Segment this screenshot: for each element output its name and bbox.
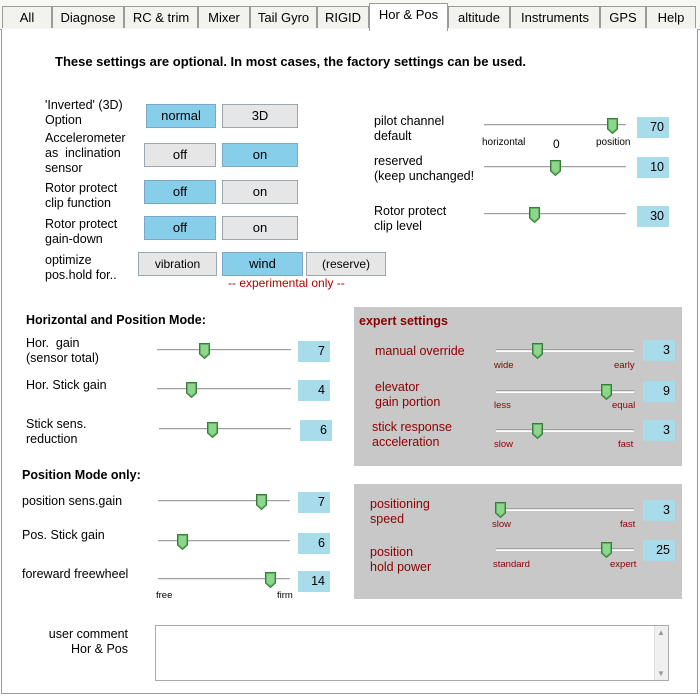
tab-rc-trim[interactable]: RC & trim xyxy=(124,6,198,28)
elevator-label: elevator gain portion xyxy=(375,380,441,409)
positioning-speed-value[interactable]: 3 xyxy=(643,500,675,521)
manual-override-label: manual override xyxy=(375,344,465,358)
stick-response-left-label: slow xyxy=(494,439,514,450)
stick-response-right-label: fast xyxy=(618,439,634,450)
clip-level-label: Rotor protect clip level xyxy=(374,204,447,233)
tab-rigid[interactable]: RIGID xyxy=(317,6,369,28)
elevator-left-label: less xyxy=(494,400,511,411)
reserved-value[interactable]: 10 xyxy=(637,157,669,178)
manual-left-label: wide xyxy=(494,360,514,371)
hor-stick-label: Hor. Stick gain xyxy=(26,378,107,392)
pilot-right-label: position xyxy=(596,137,631,148)
tab-bar xyxy=(0,0,700,30)
stick-sens-label: Stick sens. reduction xyxy=(26,417,87,446)
scroll-up-icon[interactable]: ▲ xyxy=(657,628,665,637)
clip-off-button[interactable]: off xyxy=(144,180,216,204)
intro-text: These settings are optional. In most cases, the factory settings can be used. xyxy=(55,54,527,69)
freewheel-slider[interactable] xyxy=(158,572,290,588)
accel-on-button[interactable]: on xyxy=(222,143,298,167)
optimize-vibration-button[interactable]: vibration xyxy=(138,252,217,276)
tab-hor-pos[interactable]: Hor & Pos xyxy=(369,3,448,31)
tab-instruments[interactable]: Instruments xyxy=(510,6,600,28)
hold-power-left-label: standard xyxy=(493,559,530,570)
slider-thumb[interactable] xyxy=(199,343,210,359)
slider-thumb[interactable] xyxy=(207,422,218,438)
freewheel-label: foreward freewheel xyxy=(22,567,129,581)
tab-altitude[interactable]: altitude xyxy=(448,6,510,28)
scroll-down-icon[interactable]: ▼ xyxy=(657,669,665,678)
position-sens-gain-label: position sens.gain xyxy=(22,494,123,508)
horizontal-title: Horizontal and Position Mode: xyxy=(26,313,206,327)
elevator-slider[interactable] xyxy=(496,384,634,400)
slider-thumb[interactable] xyxy=(256,494,267,510)
user-comment-label: user comment Hor & Pos xyxy=(48,627,128,656)
positioning-speed-left-label: slow xyxy=(492,519,512,530)
slider-thumb[interactable] xyxy=(529,207,540,223)
slider-thumb[interactable] xyxy=(495,502,506,518)
gaindown-off-button[interactable]: off xyxy=(144,216,216,240)
stick-response-value[interactable]: 3 xyxy=(643,420,675,441)
slider-thumb[interactable] xyxy=(532,423,543,439)
pos-stick-gain-value[interactable]: 6 xyxy=(298,533,330,554)
slider-thumb[interactable] xyxy=(177,534,188,550)
inverted-label: 'Inverted' (3D) Option xyxy=(45,98,123,127)
pilot-channel-label: pilot channel default xyxy=(374,114,445,143)
pos-stick-gain-label: Pos. Stick gain xyxy=(22,528,105,542)
hold-power-slider[interactable] xyxy=(496,542,634,558)
elevator-value[interactable]: 9 xyxy=(643,381,675,402)
stick-sens-value[interactable]: 6 xyxy=(300,420,332,441)
tab-tail-gyro[interactable]: Tail Gyro xyxy=(250,6,317,28)
pilot-channel-value[interactable]: 70 xyxy=(637,117,669,138)
stick-response-slider[interactable] xyxy=(496,423,634,439)
experimental-note: -- experimental only -- xyxy=(228,276,345,290)
inverted-3d-button[interactable]: 3D xyxy=(222,104,298,128)
stick-sens-slider[interactable] xyxy=(159,422,291,438)
positioning-speed-slider[interactable] xyxy=(496,502,634,518)
optimize-reserve-button[interactable]: (reserve) xyxy=(306,252,386,276)
clip-on-button[interactable]: on xyxy=(222,180,298,204)
hold-power-label: position hold power xyxy=(370,545,432,574)
hor-gain-slider[interactable] xyxy=(157,343,291,359)
hor-stick-value[interactable]: 4 xyxy=(298,380,330,401)
clip-level-slider[interactable] xyxy=(484,207,626,223)
user-comment-input[interactable] xyxy=(155,625,669,681)
tab-gps[interactable]: GPS xyxy=(600,6,646,28)
reserved-label: reserved (keep unchanged! xyxy=(374,154,475,183)
positioning-speed-label: positioning speed xyxy=(370,497,430,526)
freewheel-right-label: firm xyxy=(277,590,293,601)
slider-thumb[interactable] xyxy=(532,343,543,359)
hold-power-right-label: expert xyxy=(610,559,637,570)
tab-help[interactable]: Help xyxy=(646,6,696,28)
comment-scrollbar[interactable] xyxy=(654,626,668,680)
clip-label: Rotor protect clip function xyxy=(45,181,118,210)
freewheel-value[interactable]: 14 xyxy=(298,571,330,592)
pos-stick-gain-slider[interactable] xyxy=(158,534,290,550)
tab-diagnose[interactable]: Diagnose xyxy=(52,6,124,28)
hor-gain-label: Hor. gain (sensor total) xyxy=(26,336,99,365)
stick-response-label: stick response acceleration xyxy=(372,420,452,449)
positioning-speed-right-label: fast xyxy=(620,519,636,530)
accel-label: Accelerometer as inclination sensor xyxy=(45,131,126,175)
manual-right-label: early xyxy=(614,360,635,371)
pilot-mid-label: 0 xyxy=(553,137,560,151)
freewheel-left-label: free xyxy=(156,590,173,601)
manual-override-slider[interactable] xyxy=(496,343,634,359)
slider-thumb[interactable] xyxy=(601,542,612,558)
optimize-label: optimize pos.hold for.. xyxy=(45,253,117,282)
slider-thumb[interactable] xyxy=(601,384,612,400)
elevator-right-label: equal xyxy=(612,400,636,411)
position-sens-gain-value[interactable]: 7 xyxy=(298,492,330,513)
pilot-channel-slider[interactable] xyxy=(484,118,626,134)
hor-gain-value[interactable]: 7 xyxy=(298,341,330,362)
expert-title: expert settings xyxy=(359,314,448,328)
inverted-normal-button[interactable]: normal xyxy=(146,104,216,128)
gaindown-label: Rotor protect gain-down xyxy=(45,217,118,246)
pilot-left-label: horizontal xyxy=(482,137,526,148)
hold-power-value[interactable]: 25 xyxy=(643,540,675,561)
hor-stick-slider[interactable] xyxy=(157,382,291,398)
slider-thumb[interactable] xyxy=(607,118,618,134)
slider-thumb[interactable] xyxy=(265,572,276,588)
position-sens-gain-slider[interactable] xyxy=(158,494,290,510)
manual-override-value[interactable]: 3 xyxy=(643,340,675,361)
optimize-wind-button[interactable]: wind xyxy=(222,252,303,276)
clip-level-value[interactable]: 30 xyxy=(637,206,669,227)
accel-off-button[interactable]: off xyxy=(144,143,216,167)
position-title: Position Mode only: xyxy=(22,468,141,482)
gaindown-on-button[interactable]: on xyxy=(222,216,298,240)
slider-thumb[interactable] xyxy=(550,160,561,176)
reserved-slider[interactable] xyxy=(484,160,626,176)
tab-all[interactable]: All xyxy=(2,6,52,28)
slider-thumb[interactable] xyxy=(186,382,197,398)
tab-mixer[interactable]: Mixer xyxy=(198,6,250,28)
